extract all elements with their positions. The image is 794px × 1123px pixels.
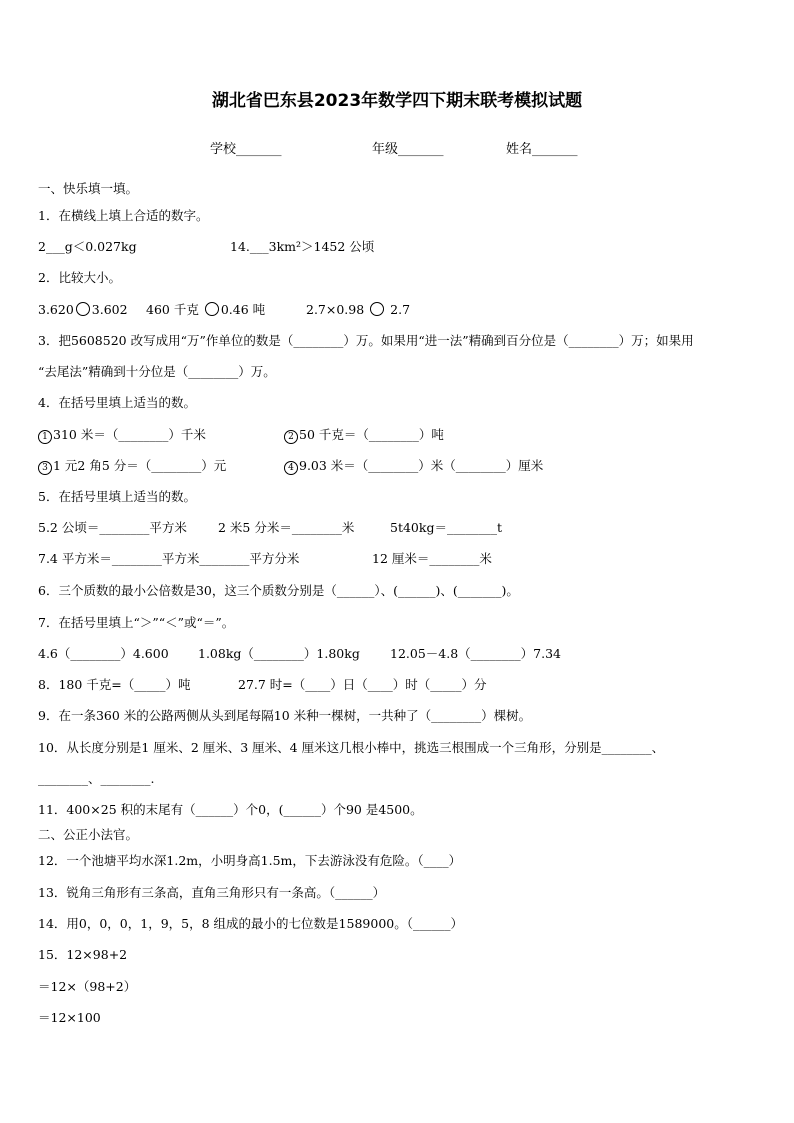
item-text: 50 千克＝（________）吨 — [299, 427, 444, 442]
compare-right: 2.7 — [390, 302, 411, 317]
calculation-line: 15．12×98+2 — [38, 947, 128, 962]
question-item: 4.6（________）4.600 — [38, 646, 169, 661]
question-item — [38, 457, 226, 475]
question-text: 12．一个池塘平均水深1.2m，小明身高1.5m，下去游泳没有危险。（____） — [38, 853, 462, 868]
name-field: 姓名_______ — [506, 142, 578, 157]
question-item — [38, 426, 206, 444]
question-stem: 7．在括号里填上“＞”“＜”或“＝”。 — [38, 615, 235, 630]
item-number: 3 — [38, 461, 52, 475]
question-stem: 2．比较大小。 — [38, 270, 121, 285]
question-item: 7.4 平方米＝________平方米________平方分米 — [38, 551, 300, 566]
page-title: 湖北省巴东县2023年数学四下期末联考模拟试题 — [211, 91, 583, 111]
question-item: 12 厘米＝________米 — [372, 551, 492, 566]
compare-circle[interactable] — [370, 302, 384, 316]
question-item: 5.2 公顷＝________平方米 — [38, 520, 187, 535]
question-stem: 1．在横线上填上合适的数字。 — [38, 208, 209, 223]
item-text: 1 元2 角5 分＝（________）元 — [53, 458, 227, 473]
question-item: 5t40kg＝________t — [390, 520, 502, 535]
question-text: 3．把5608520 改写成用“万”作单位的数是（________）万。如果用“进一法”精确到百分位是（________）万；如果用 — [38, 333, 694, 348]
compare-left: 460 千克 — [146, 302, 199, 317]
compare-item — [146, 301, 265, 319]
calculation-line: ＝12×100 — [38, 1010, 101, 1025]
question-text: 6．三个质数的最小公倍数是30，这三个质数分别是（______）、(______)、(_______)。 — [38, 583, 519, 598]
question-item — [284, 426, 444, 444]
question-text: 14．用0，0，0，1，9，5，8 组成的最小的七位数是1589000。（______） — [38, 916, 463, 931]
question-text: 10．从长度分别是1 厘米、2 厘米、3 厘米、4 厘米这几根小棒中，挑选三根围成一个三角形，分别是________、 — [38, 740, 665, 755]
question-text: 9．在一条360 米的公路两侧从头到尾每隔10 米种一棵树，一共种了（________）棵树。 — [38, 708, 532, 723]
compare-right: 0.46 吨 — [220, 302, 266, 317]
question-text: ________、________. — [38, 771, 155, 786]
compare-left: 3.620 — [38, 302, 74, 317]
question-text: 11．400×25 积的末尾有（______）个0，(______）个90 是4500。 — [38, 802, 423, 817]
compare-left: 2.7×0.98 — [306, 302, 365, 317]
calculation-line: ＝12×（98+2） — [38, 979, 137, 994]
question-item: 8．180 千克=（_____）吨 — [38, 677, 191, 692]
question-text: 13．锐角三角形有三条高，直角三角形只有一条高。（______） — [38, 885, 386, 900]
item-number: 1 — [38, 430, 52, 444]
school-field: 学校_______ — [210, 142, 282, 157]
question-item: 12.05－4.8（________）7.34 — [390, 646, 561, 661]
compare-item — [38, 301, 128, 319]
question-item: 27.7 时=（____）日（____）时（_____）分 — [238, 677, 487, 692]
grade-field: 年级_______ — [372, 142, 444, 157]
section-heading: 二、公正小法官。 — [38, 827, 139, 842]
item-number: 2 — [284, 430, 298, 444]
question-item: 1.08kg（________）1.80kg — [198, 646, 360, 661]
item-text: 310 米＝（________）千米 — [53, 427, 206, 442]
question-stem: 4．在括号里填上适当的数。 — [38, 395, 196, 410]
question-text: “去尾法”精确到十分位是（________）万。 — [38, 364, 276, 379]
question-item: 2___g＜0.027kg — [38, 239, 137, 254]
compare-circle[interactable] — [76, 302, 90, 316]
question-stem: 5．在括号里填上适当的数。 — [38, 489, 196, 504]
question-item — [284, 457, 543, 475]
section-heading: 一、快乐填一填。 — [38, 181, 139, 196]
compare-item — [306, 301, 410, 319]
item-text: 9.03 米＝（________）米（________）厘米 — [299, 458, 544, 473]
question-item: 2 米5 分米＝________米 — [218, 520, 355, 535]
question-item: 14.___3km²＞1452 公顷 — [230, 239, 375, 254]
item-number: 4 — [284, 461, 298, 475]
compare-circle[interactable] — [205, 302, 219, 316]
compare-right: 3.602 — [91, 302, 128, 317]
